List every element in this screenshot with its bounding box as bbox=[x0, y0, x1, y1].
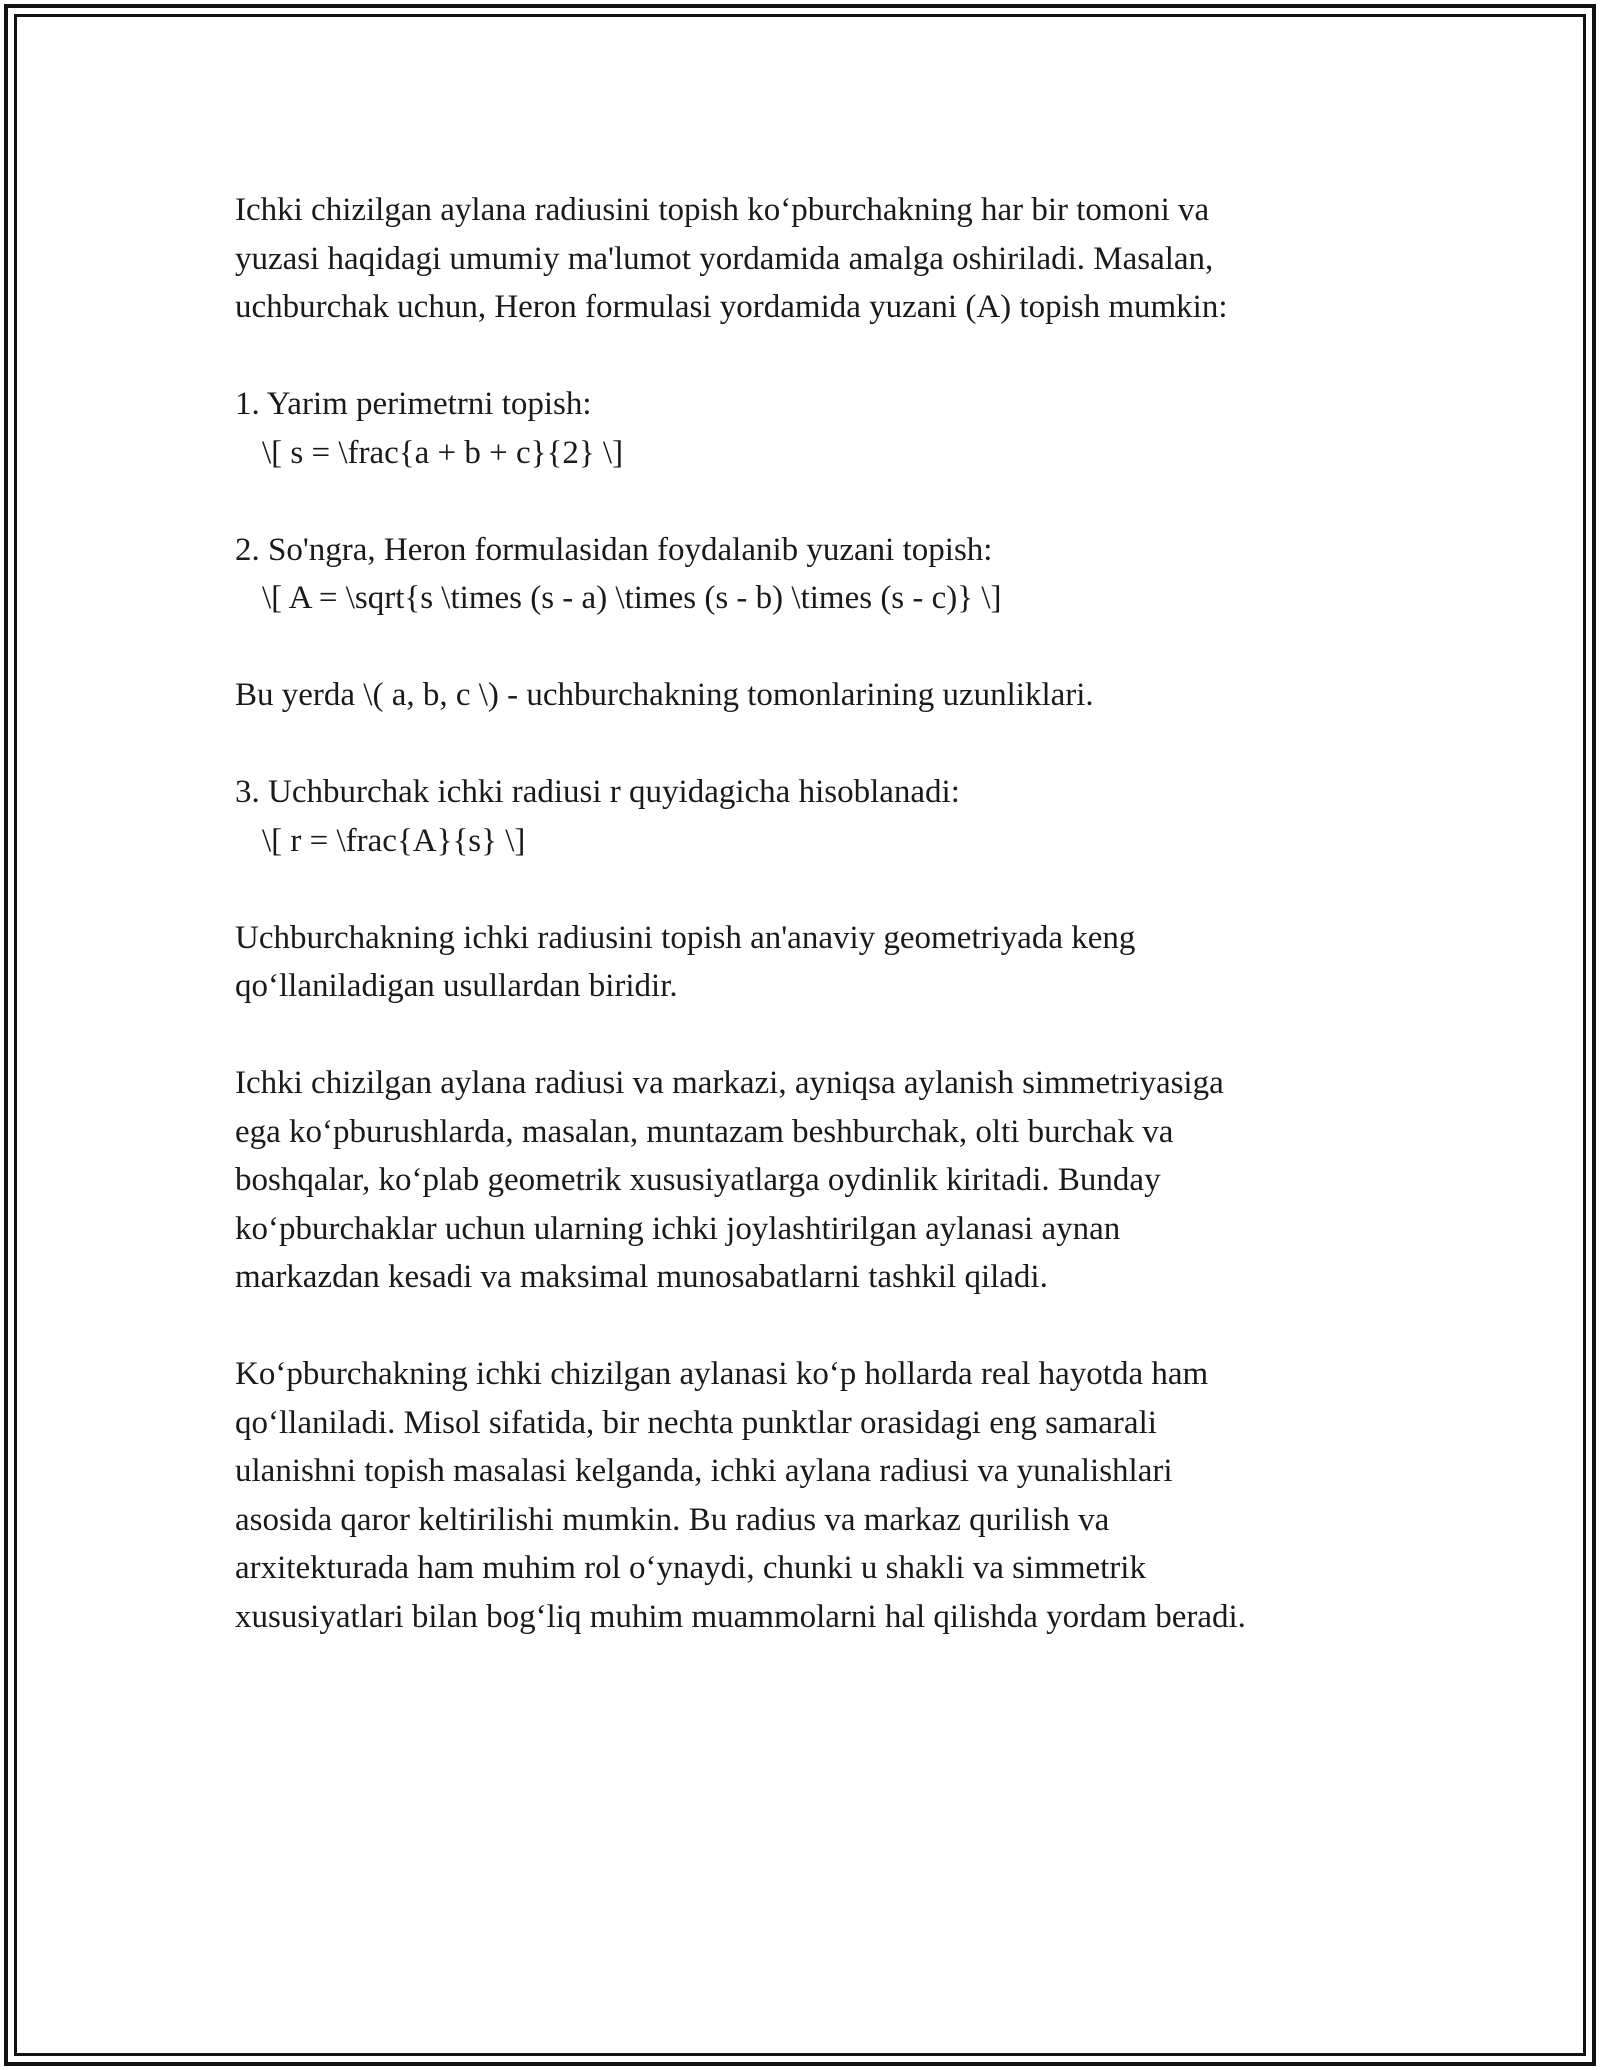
text-line: boshqalar, ko‘plab geometrik xususiyatlarga oydinlik kiritadi. Bunday bbox=[235, 1162, 1161, 1198]
step-1 bbox=[235, 380, 1395, 477]
paragraph-real-life bbox=[235, 1350, 1395, 1641]
text-line: yuzasi haqidagi umumiy ma'lumot yordamida amalga oshiriladi. Masalan, bbox=[235, 240, 1214, 277]
paragraph-intro bbox=[235, 186, 1395, 332]
text-line: Ichki chizilgan aylana radiusi va markazi, ayniqsa aylanish simmetriyasiga bbox=[235, 1065, 1224, 1101]
paragraph-symmetry bbox=[235, 1059, 1395, 1302]
text-line: qo‘llaniladi. Misol sifatida, bir nechta punktlar orasidagi eng samarali bbox=[235, 1404, 1157, 1441]
text-line: uchburchak uchun, Heron formulasi yordamida yuzani (A) topish mumkin: bbox=[235, 289, 1228, 325]
text-line: Ko‘pburchakning ichki chizilgan aylanasi ko‘p hollarda real hayotda ham bbox=[235, 1356, 1209, 1392]
formula-heron: \[ A = \sqrt{s \times (s - a) \times (s - b) \times (s - c)} \] bbox=[262, 580, 1002, 616]
text-line: qo‘llaniladigan usullardan biridir. bbox=[235, 968, 678, 1004]
step-3-heading: 3. Uchburchak ichki radiusi r quyidagicha hisoblanadi: bbox=[235, 774, 960, 810]
formula-inradius: \[ r = \frac{A}{s} \] bbox=[262, 822, 526, 859]
formula-semiperimeter: \[ s = \frac{a + b + c}{2} \] bbox=[262, 434, 624, 471]
text-line: xususiyatlari bilan bog‘liq muhim muammolarni hal qilishda yordam beradi. bbox=[235, 1598, 1246, 1635]
text-line: ulanishni topish masalasi kelganda, ichki aylana radiusi va yunalishlari bbox=[235, 1453, 1173, 1489]
text-line: arxitekturada ham muhim rol o‘ynaydi, chunki u shakli va simmetrik bbox=[235, 1550, 1146, 1586]
text-line: asosida qaror keltirilishi mumkin. Bu radius va markaz qurilish va bbox=[235, 1501, 1110, 1538]
step-1-heading: 1. Yarim perimetrni topish: bbox=[235, 386, 592, 422]
step-3 bbox=[235, 768, 1395, 865]
text-line: markazdan kesadi va maksimal munosabatlarni tashkil qiladi. bbox=[235, 1259, 1048, 1295]
paragraph-sides-note bbox=[235, 671, 1395, 720]
step-2-heading: 2. So'ngra, Heron formulasidan foydalanib yuzani topish: bbox=[235, 531, 993, 568]
text-line: Ichki chizilgan aylana radiusini topish ko‘pburchakning har bir tomoni va bbox=[235, 192, 1210, 228]
text-line: Uchburchakning ichki radiusini topish an'anaviy geometriyada keng bbox=[235, 919, 1136, 956]
document-body bbox=[235, 186, 1395, 1690]
step-2 bbox=[235, 526, 1395, 623]
text-line: ega ko‘pburushlarda, masalan, muntazam beshburchak, olti burchak va bbox=[235, 1113, 1174, 1150]
paragraph-traditional bbox=[235, 914, 1395, 1011]
text-line: ko‘pburchaklar uchun ularning ichki joylashtirilgan aylanasi aynan bbox=[235, 1210, 1121, 1247]
text-line: Bu yerda \( a, b, c \) - uchburchakning tomonlarining uzunliklari. bbox=[235, 677, 1094, 713]
